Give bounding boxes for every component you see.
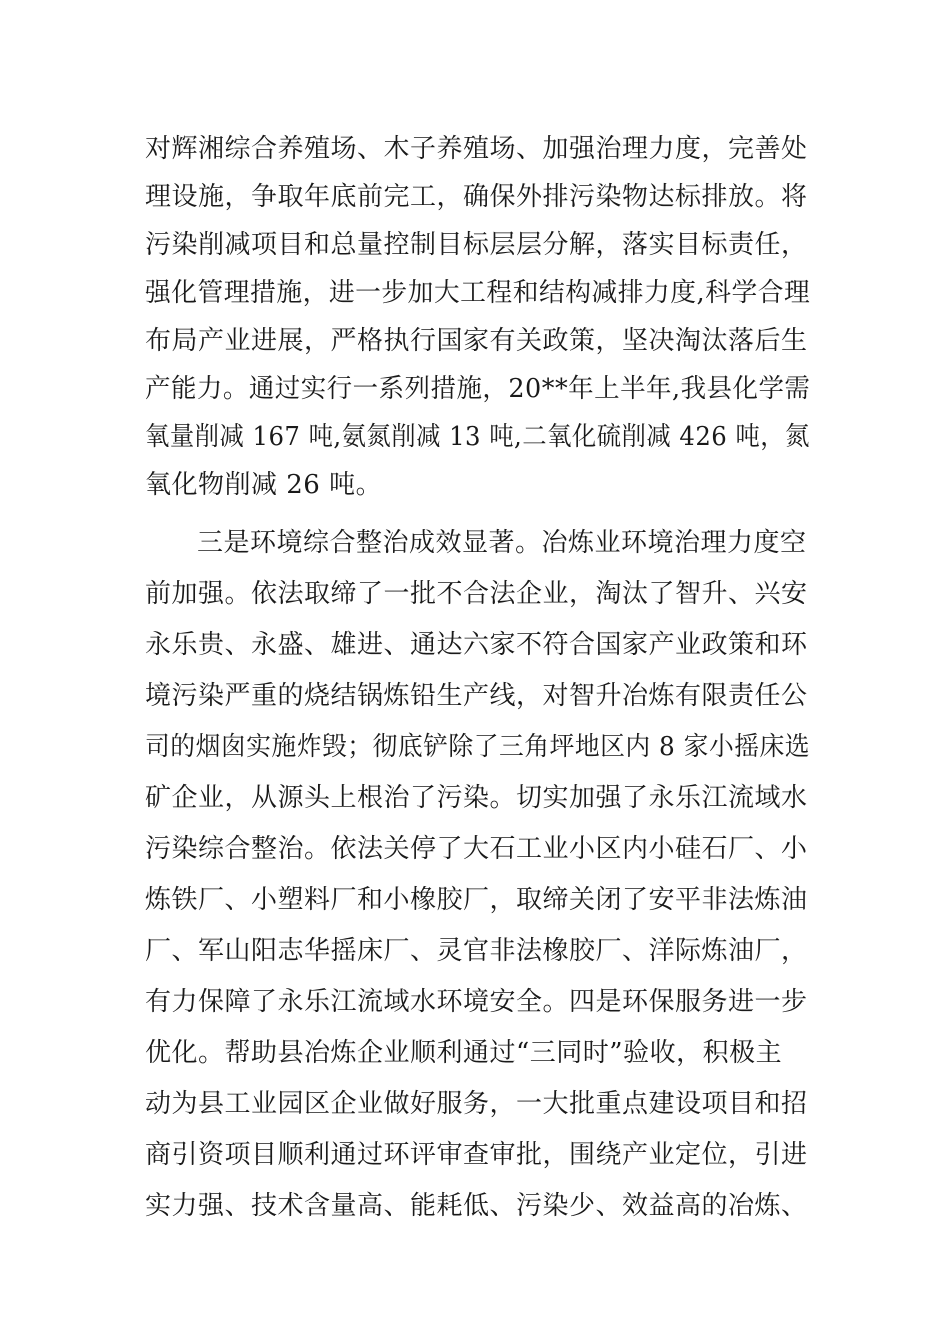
text-line: 理设施，争取年底前完工，确保外排污染物达标排放。将	[145, 182, 808, 212]
text-line: 污染削减项目和总量控制目标层层分解，落实目标责任，	[145, 230, 808, 260]
text-line: 氧化物削减 26 吨。	[145, 470, 383, 500]
text-line: 有力保障了永乐江流域水环境安全。四是环保服务进一步	[145, 987, 808, 1017]
text-line: 对辉湘综合养殖场、木子养殖场、加强治理力度，完善处	[145, 134, 808, 164]
text-line: 商引资项目顺利通过环评审查审批，围绕产业定位，引进	[145, 1140, 808, 1170]
text-line: 永乐贵、永盛、雄进、通达六家不符合国家产业政策和环	[145, 630, 808, 660]
text-line: 矿企业，从源头上根治了污染。切实加强了永乐江流域水	[145, 783, 808, 813]
text-line: 优化。帮助县冶炼企业顺利通过“三同时”验收，积极主	[145, 1038, 783, 1068]
text-line: 司的烟囱实施炸毁；彻底铲除了三角坪地区内 8 家小摇床选	[145, 732, 811, 762]
text-line: 炼铁厂、小塑料厂和小橡胶厂，取缔关闭了安平非法炼油	[145, 885, 808, 915]
text-line: 动为县工业园区企业做好服务，一大批重点建设项目和招	[145, 1089, 808, 1119]
text-line: 厂、军山阳志华摇床厂、灵官非法橡胶厂、洋际炼油厂，	[145, 936, 808, 966]
text-line: 强化管理措施，进一步加大工程和结构减排力度,科学合理	[145, 278, 811, 308]
text-line: 实力强、技术含量高、能耗低、污染少、效益高的冶炼、	[145, 1191, 808, 1221]
paragraph-start-line: 三是环境综合整治成效显著。冶炼业环境治理力度空	[197, 528, 807, 558]
text-line: 产能力。通过实行一系列措施，20**年上半年,我县化学需	[145, 374, 811, 404]
text-line: 污染综合整治。依法关停了大石工业小区内小硅石厂、小	[145, 834, 808, 864]
text-line: 布局产业进展，严格执行国家有关政策，坚决淘汰落后生	[145, 326, 808, 356]
text-line: 前加强。依法取缔了一批不合法企业，淘汰了智升、兴安	[145, 579, 808, 609]
text-line: 氧量削减 167 吨,氨氮削减 13 吨,二氧化硫削减 426 吨，氮	[145, 422, 810, 452]
text-line: 境污染严重的烧结锅炼铅生产线，对智升冶炼有限责任公	[145, 681, 808, 711]
